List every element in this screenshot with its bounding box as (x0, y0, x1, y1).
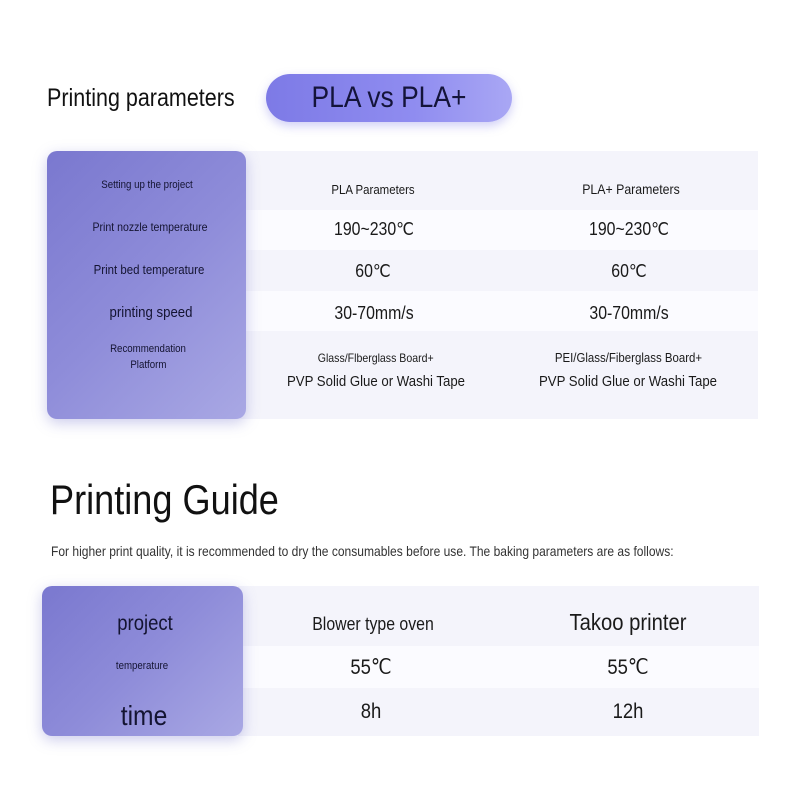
pla-bed-temp: 60℃ (355, 261, 391, 281)
table-row-label: time (120, 700, 168, 731)
pla-vs-plaplus-badge (266, 74, 512, 122)
table-row-stripe (238, 646, 759, 688)
table-row-stripe (240, 210, 758, 250)
table-row-label: Setting up the project (101, 179, 193, 191)
parameters-label-card (47, 151, 246, 419)
table-row-label: printing speed (109, 304, 193, 321)
plaplus-column-header: PLA+ Parameters (582, 181, 680, 197)
table-row-label: temperature (115, 660, 169, 672)
printer-temperature: 55℃ (607, 656, 649, 679)
table-row-label: project (117, 612, 173, 635)
printer-time: 12h (612, 700, 644, 723)
plaplus-nozzle-temp: 190~230℃ (589, 219, 669, 239)
printer-column-header: Takoo printer (569, 609, 687, 635)
printing-guide-subtitle: For higher print quality, it is recommended to dry the consumables before use. The baking parameters are as follows: (51, 543, 674, 559)
table-row-label: Print bed temperature (93, 262, 205, 277)
oven-temperature: 55℃ (350, 656, 392, 679)
oven-time: 8h (360, 700, 382, 723)
table-row-stripe (240, 291, 758, 331)
pla-nozzle-temp: 190~230℃ (334, 219, 414, 239)
pla-column-header: PLA Parameters (331, 182, 415, 197)
plaplus-speed: 30-70mm/s (589, 303, 669, 323)
table-row-label: Recommendation Platform (110, 343, 186, 371)
plaplus-platform: PEI/Glass/Fiberglass Board+ PVP Solid Glue or Washi Tape (538, 350, 718, 390)
oven-column-header: Blower type oven (312, 614, 434, 634)
plaplus-bed-temp: 60℃ (611, 261, 647, 281)
pla-platform: Glass/Flberglass Board+ PVP Solid Glue or Washi Tape (286, 351, 466, 390)
printing-guide-title: Printing Guide (50, 476, 279, 523)
badge-label: PLA vs PLA+ (311, 81, 467, 114)
pla-speed: 30-70mm/s (334, 303, 414, 323)
table-row-label: Print nozzle temperature (92, 220, 208, 234)
printing-parameters-title: Printing parameters (47, 84, 235, 112)
